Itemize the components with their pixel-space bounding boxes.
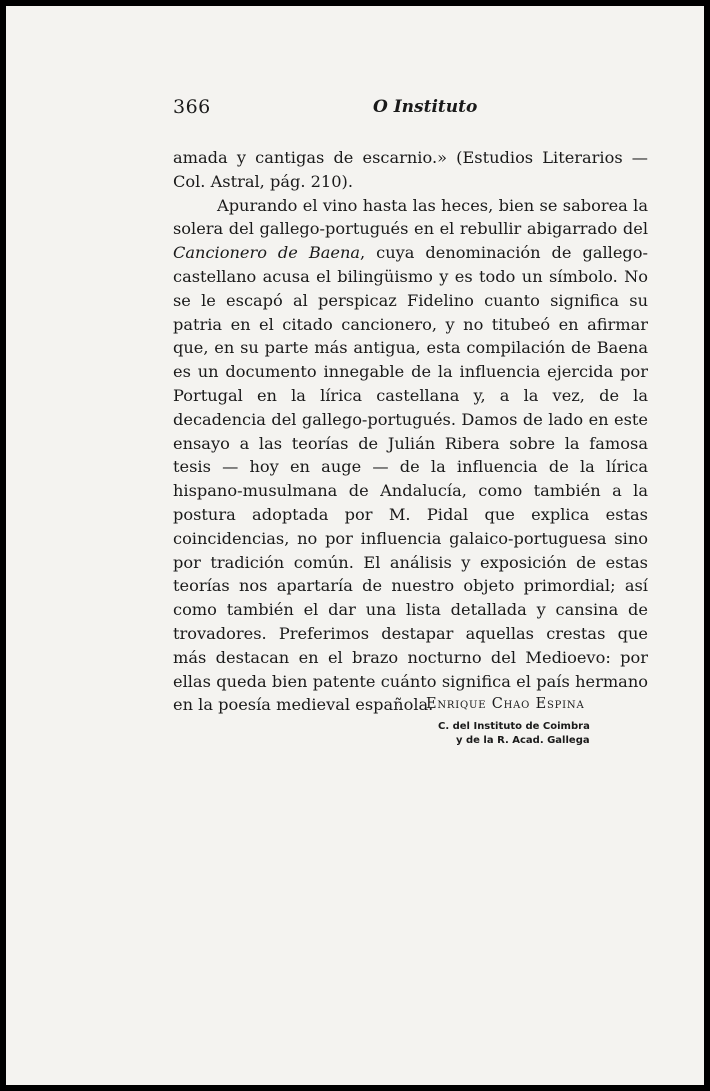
- paragraph: amada y cantigas de escarnio.» (Estudios Literarios — Col. Astral, pág. 210).: [173, 148, 648, 191]
- signature-block: [426, 696, 656, 748]
- author-name: Enrique Chao Espina: [426, 696, 585, 712]
- page-header: [173, 96, 648, 122]
- paragraph-text: Apurando el vino hasta las heces, bien se saborea la solera del gallego-portugués en el rebullir abigarrado del: [173, 195, 648, 239]
- article-body: [173, 146, 648, 717]
- page: [6, 6, 704, 1085]
- work-title: Cancionero de Baena: [173, 243, 361, 263]
- author-affiliation: C. del Instituto de Coimbra: [438, 721, 590, 732]
- running-title: O Instituto: [373, 97, 478, 117]
- paragraph: [173, 194, 648, 718]
- paragraph-text: , cuya denominación de gallego-castellano acusa el bilingüismo y es todo un símbolo. No se le escapó al perspicaz Fidelino cuanto significa su patria en el citado cancionero, y no titubeó en afirmar que, en su parte más antigua, esta compilación de Baena es un documento innegable de la influencia ejercida por Portugal en la lírica castellana y, a la vez, de la decadencia del gallego-portugués. Damos de lado en este ensayo a las teorías de Julián Ribera sobre la famosa tesis — hoy en auge — de la influencia de la lírica hispano-musulmana de Andalucía, como también a la postura adoptada por M. Pidal que explica estas coincidencias, no por influencia galaico-portuguesa sino por tradición común. El análisis y exposición de estas teorías nos apartaría de nuestro objeto primordial; así como también el dar una lista detallada y cansina de trovadores. Preferimos destapar aquellas crestas que más destacan en el brazo nocturno del Medioevo: por ellas queda bien patente cuánto significa el país hermano en la poesía medieval española.: [173, 243, 648, 715]
- author-affiliation: y de la R. Acad. Gallega: [456, 735, 590, 746]
- page-number: 366: [173, 96, 211, 118]
